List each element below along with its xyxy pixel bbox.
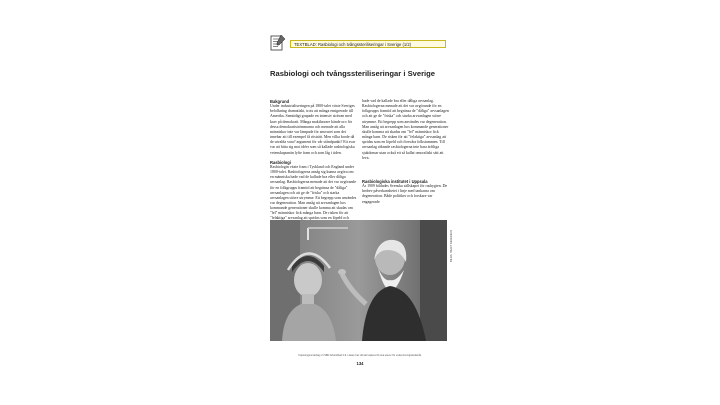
section-text-bakgrund: Under industrialiseringen på 1800-talet växte Sveriges befolkning dramatiskt, trots att många emigrerade till Amerika. Samtidigt grapade en intensiv strävan med krav på demokrati. Många makthavare kände oro för dessa demokratiströmmarna och menade att alla människor inte var lämpade för ansvaret som det innebar att till exempel få rösträtt. Men vilka borde då de utvalda vara? argument för vår ståndpunkt? Ett svar var att hitta sig mot idéer som så kallade rasbiologiska vetenskapsmän lyfte fram och som låg i tiden. [270,104,356,155]
worksheet-header: TEXTBLAD: Rasbiologi och tvångssteriliseringar i Sverige (1/2) [290,40,446,48]
section-text-rasbiologi-cont-text: hade vad de kallade bra eller dåliga arvsanlag. Rasbiologerna menade att det var avgörande för en folkgrupps framtid att begränsa de "dåliga" arvsanlagen och att ge de "friska" och starka arvsanlagen större utrymme. Ett begrepp som användes var degeneration. Man ansåg att arvsanlagen hos kommande generationer skulle komma att skadas om "fel" människor fick många barn. De risken för att "felaktiga" arvsanlag att spridas som en löpeld och försvåra folkstammen. Till arvsanlag räknade rasbiologerna inte bara ärftliga sjukdomar utan också ett så kallat omoraliskt sätt att leva. [362,99,449,160]
text-column-left [270,99,357,221]
historical-photo [270,220,447,341]
section-text-institut: År 1909 bildades Svenska sällskapet för rashygien. De hedrev påverkanshetet i linje med tankarna om degeneration. Både politiker och forskare var engagerade [362,184,448,204]
section-heading-rasbiologi: Rasbiologi [270,159,291,165]
page-number: 134 [356,361,364,366]
section-text-rasbiologi: Rasbiologin växte fram i Tyskland och England under 1800-talet. Rasbiologerna ansåg sig kunna avgöra om en människa hade vad de kallade bra eller dåliga arvsanlag. Rasbiologerna menade att det var avgörande för en folkgrupps framtid att begränsa de "dåliga" arvsanlagen och att ge de "friska" och starka arvsanlagen större utrymme. Ett begrepp som användes var degeneration. Man ansåg att arvsanlagen hos kommande generationer skulle komma att skadas om "fel" människor fick många barn. De risken för att "felaktiga" arvsanlag att spridas som en löpeld och [270,164,357,221]
photo-illustration [270,220,447,341]
text-column-right [362,99,449,209]
document-pencil-icon [270,34,286,51]
section-heading-institut: Rasbiologiska institutet i Uppsala [362,179,428,184]
section-heading-bakgrund: Bakgrund [270,99,290,104]
photo-credit: BILDA: SKAFT REFERENS [450,229,453,262]
footer-note: Kopieringsunderlag ur ISBN Arbetsblad 4-9. Lärare har rätt att kopiera till sina elever för undervisningsändamål. [298,354,422,357]
section-text-rasbiologi-cont [362,99,449,176]
page-title: Rasbiologi och tvångssteriliseringar i Sverige [270,69,436,78]
